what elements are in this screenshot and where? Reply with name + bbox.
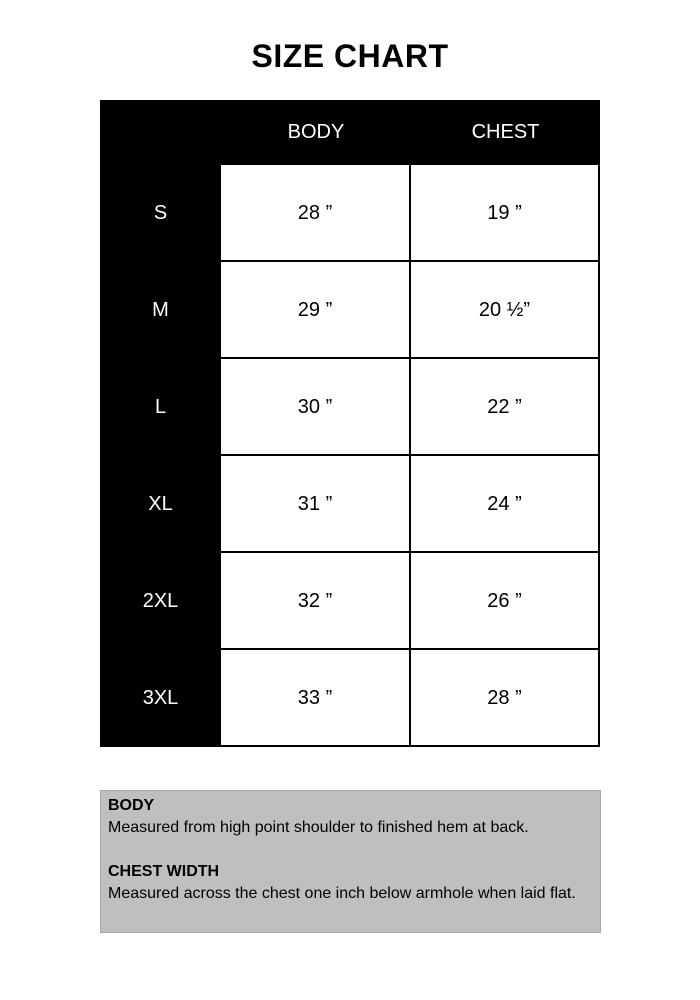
cell-chest-xl: 24 ” [411, 456, 600, 553]
cell-chest-m: 20 ½” [411, 262, 600, 359]
size-chart-table [100, 100, 600, 747]
row-label-s: S [153, 202, 168, 224]
note-text-chest-width: Measured across the chest one inch below armhole when laid flat. [108, 885, 576, 902]
cell-body-l: 30 ” [221, 359, 411, 456]
cell-chest-3xl: 28 ” [411, 650, 600, 747]
cell-body-xl: 31 ” [221, 456, 411, 553]
row-label-3xl: 3XL [142, 687, 179, 709]
row-label-xl: XL [148, 493, 173, 515]
cell-chest-s: 19 ” [411, 165, 600, 262]
note-spacer [108, 839, 593, 861]
cell-body-3xl: 33 ” [221, 650, 411, 747]
cell-body-s: 28 ” [221, 165, 411, 262]
note-heading-body: BODY [108, 797, 155, 814]
row-label-m: M [152, 299, 169, 321]
cell-chest-2xl: 26 ” [411, 553, 600, 650]
row-label-2xl: 2XL [142, 590, 179, 612]
cell-body-m: 29 ” [221, 262, 411, 359]
cell-chest-l: 22 ” [411, 359, 600, 456]
page-title: SIZE CHART [251, 38, 449, 74]
column-header-chest: CHEST [471, 121, 540, 143]
note-heading-chest-width: CHEST WIDTH [108, 863, 220, 880]
column-header-body: BODY [287, 121, 345, 143]
measurement-notes [100, 790, 601, 933]
row-label-l: L [154, 396, 167, 418]
note-text-body: Measured from high point shoulder to finished hem at back. [108, 819, 529, 836]
cell-body-2xl: 32 ” [221, 553, 411, 650]
